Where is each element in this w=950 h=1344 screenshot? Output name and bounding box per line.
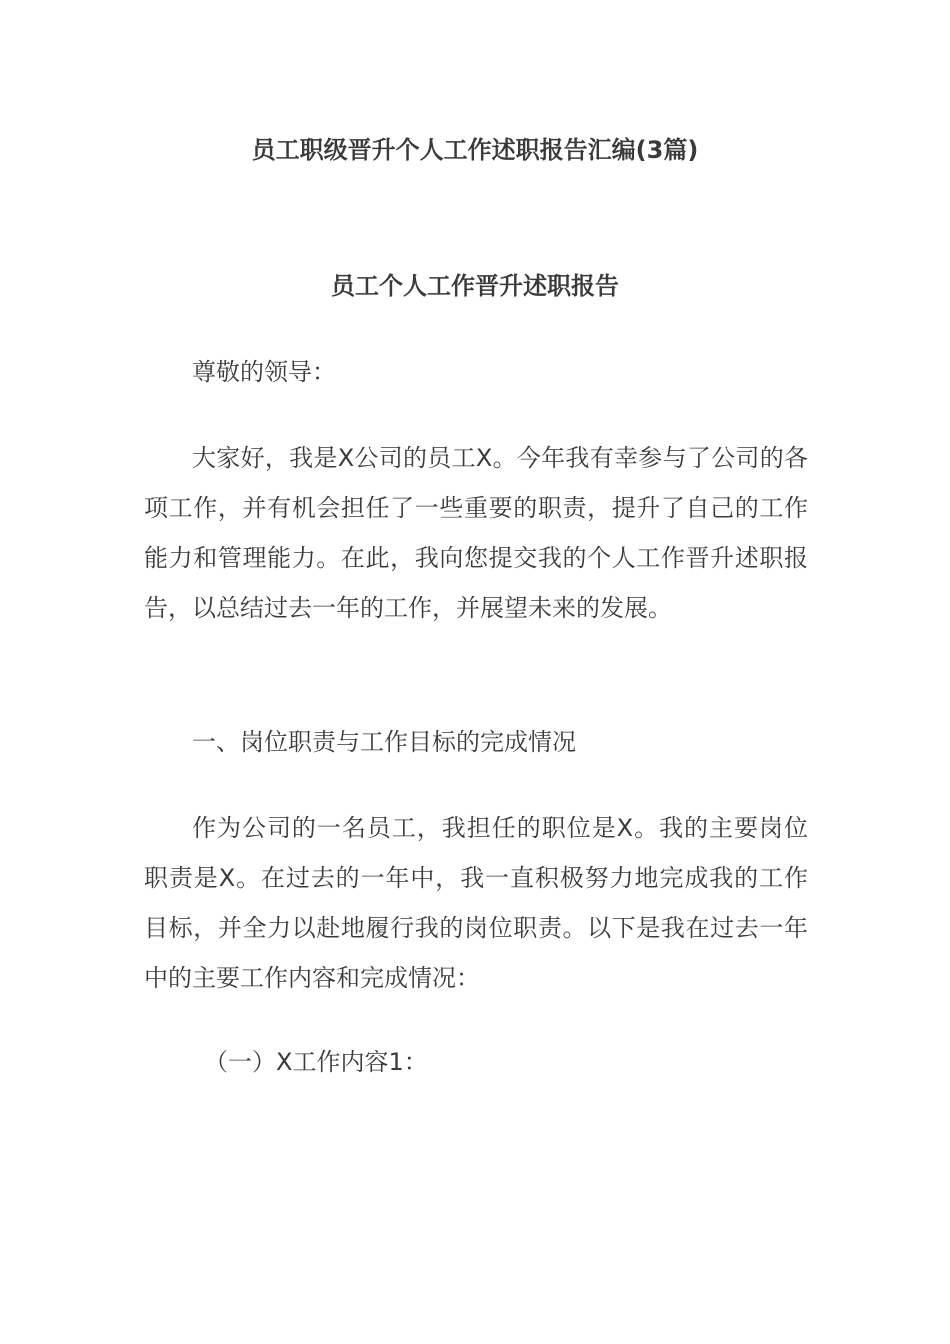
section-title: 员工个人工作晋升述职报告 bbox=[331, 272, 619, 300]
sub-heading-paragraph: （一）X工作内容1： bbox=[204, 1048, 428, 1076]
duty-paragraph: 作为公司的一名员工，我担任的职位是X。我的主要岗位职责是X。在过去的一年中，我一直积极努力地完成我的工作目标，并全力以赴地履行我的岗位职责。以下是我在过去一年中的主要工作内容和完成情况： bbox=[144, 814, 808, 992]
document-title: 员工职级晋升个人工作述职报告汇编(3篇) bbox=[251, 136, 699, 164]
intro-paragraph: 大家好，我是X公司的员工X。今年我有幸参与了公司的各项工作，并有机会担任了一些重要的职责，提升了自己的工作能力和管理能力。在此，我向您提交我的个人工作晋升述职报告，以总结过去一年的工作，并展望未来的发展。 bbox=[144, 444, 808, 622]
heading-paragraph: 一、岗位职责与工作目标的完成情况 bbox=[192, 728, 576, 756]
greeting-paragraph: 尊敬的领导： bbox=[192, 358, 336, 386]
